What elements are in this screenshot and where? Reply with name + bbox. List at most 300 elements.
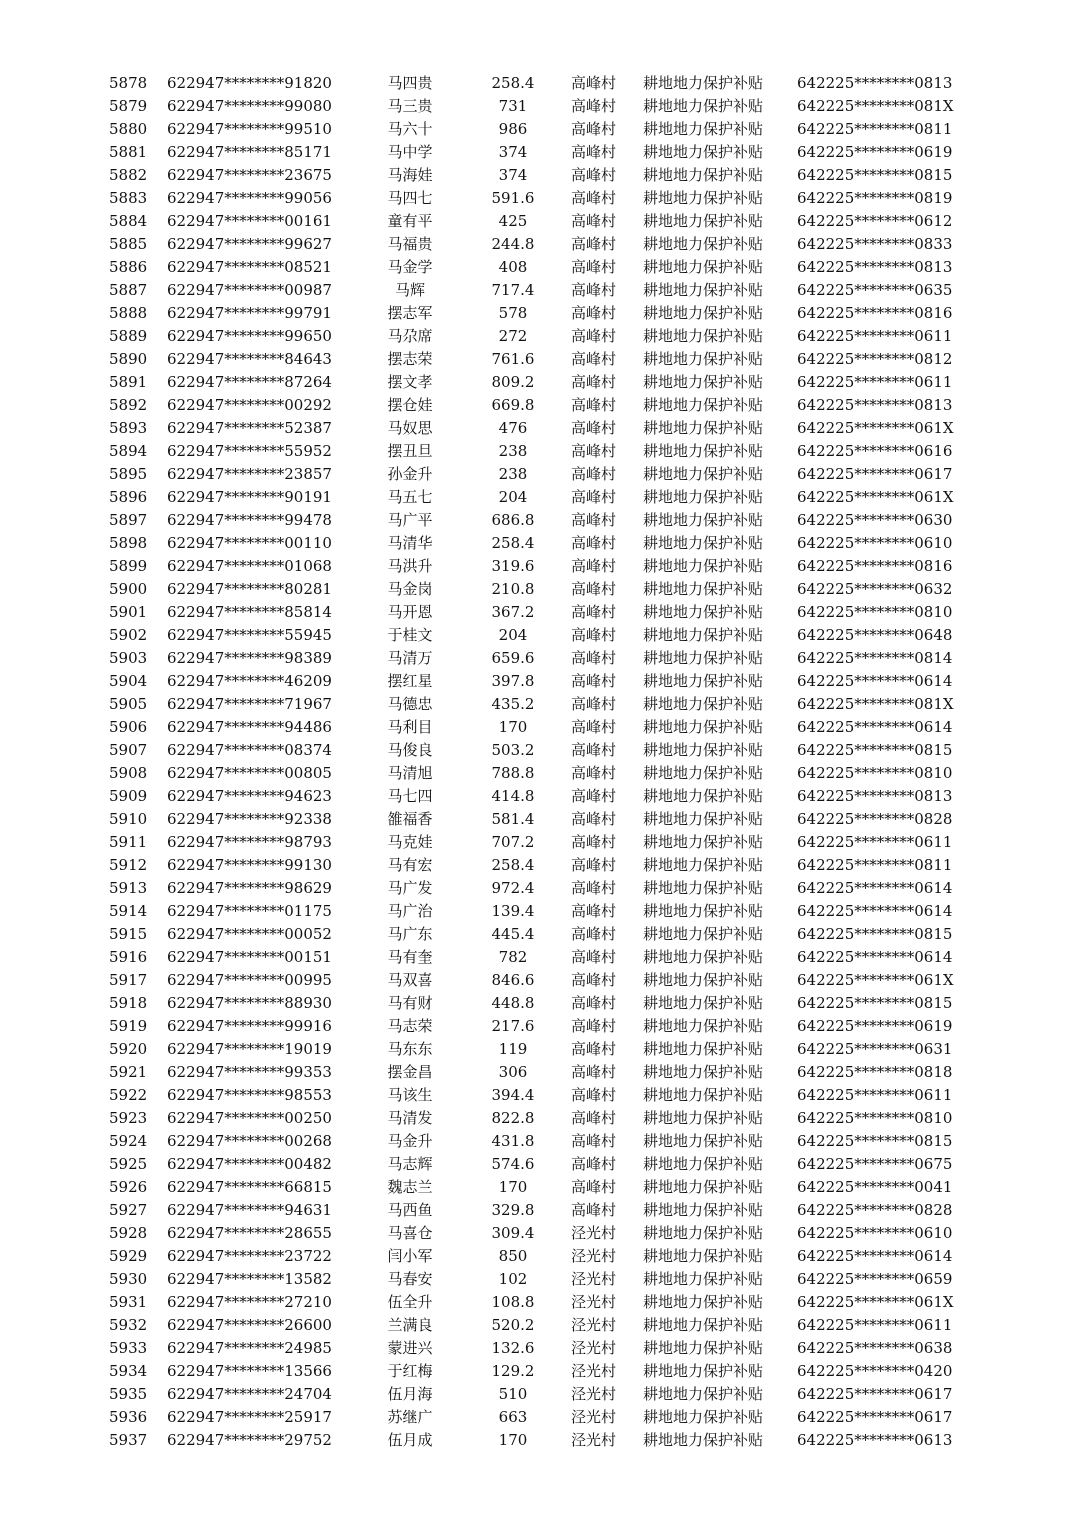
table-row	[0, 256, 1074, 279]
table-row	[0, 187, 1074, 210]
id-number: 642225********0811	[797, 120, 953, 138]
recipient-name: 摆丑旦	[387, 442, 433, 460]
village: 高峰村	[571, 327, 617, 345]
village: 泾光村	[571, 1408, 617, 1426]
subsidy-amount: 591.6	[491, 189, 535, 207]
id-number: 642225********0041	[797, 1178, 953, 1196]
subsidy-amount: 238	[498, 465, 528, 483]
recipient-name: 伍全升	[387, 1293, 433, 1311]
village: 高峰村	[571, 741, 617, 759]
subsidy-type: 耕地地力保护补贴	[643, 212, 764, 230]
subsidy-amount: 129.2	[491, 1362, 535, 1380]
row-number: 5916	[109, 948, 148, 966]
account-number: 622947********71967	[167, 695, 332, 713]
id-number: 642225********0614	[797, 718, 953, 736]
subsidy-amount: 520.2	[491, 1316, 535, 1334]
table-row	[0, 923, 1074, 946]
subsidy-type: 耕地地力保护补贴	[643, 695, 764, 713]
row-number: 5917	[109, 971, 148, 989]
account-number: 622947********01175	[167, 902, 332, 920]
subsidy-type: 耕地地力保护补贴	[643, 120, 764, 138]
recipient-name: 马洪升	[387, 557, 433, 575]
row-number: 5935	[109, 1385, 148, 1403]
table-row	[0, 1130, 1074, 1153]
recipient-name: 马中学	[387, 143, 433, 161]
recipient-name: 摆金昌	[387, 1063, 433, 1081]
row-number: 5906	[109, 718, 148, 736]
account-number: 622947********08374	[167, 741, 332, 759]
subsidy-amount: 306	[498, 1063, 528, 1081]
id-number: 642225********0619	[797, 1017, 953, 1035]
table-row	[0, 1199, 1074, 1222]
subsidy-amount: 731	[498, 97, 528, 115]
subsidy-amount: 850	[498, 1247, 528, 1265]
row-number: 5893	[109, 419, 148, 437]
village: 高峰村	[571, 396, 617, 414]
row-number: 5920	[109, 1040, 148, 1058]
subsidy-amount: 319.6	[491, 557, 535, 575]
id-number: 642225********0611	[797, 327, 953, 345]
row-number: 5903	[109, 649, 148, 667]
row-number: 5878	[109, 74, 148, 92]
id-number: 642225********0816	[797, 304, 953, 322]
recipient-name: 于红梅	[387, 1362, 433, 1380]
recipient-name: 马五七	[387, 488, 433, 506]
row-number: 5904	[109, 672, 148, 690]
account-number: 622947********66815	[167, 1178, 332, 1196]
row-number: 5910	[109, 810, 148, 828]
subsidy-type: 耕地地力保护补贴	[643, 465, 764, 483]
subsidy-amount: 374	[498, 143, 528, 161]
recipient-name: 马双喜	[387, 971, 433, 989]
row-number: 5933	[109, 1339, 148, 1357]
row-number: 5926	[109, 1178, 148, 1196]
table-row	[0, 118, 1074, 141]
village: 高峰村	[571, 626, 617, 644]
recipient-name: 马辉	[394, 281, 425, 299]
subsidy-type: 耕地地力保护补贴	[643, 1201, 764, 1219]
subsidy-amount: 272	[498, 327, 528, 345]
village: 高峰村	[571, 120, 617, 138]
recipient-name: 马志辉	[387, 1155, 433, 1173]
row-number: 5895	[109, 465, 148, 483]
id-number: 642225********061X	[797, 1293, 954, 1311]
recipient-name: 马清旭	[387, 764, 433, 782]
table-row	[0, 946, 1074, 969]
row-number: 5897	[109, 511, 148, 529]
row-number: 5934	[109, 1362, 148, 1380]
table-row	[0, 210, 1074, 233]
subsidy-amount: 139.4	[491, 902, 535, 920]
subsidy-type: 耕地地力保护补贴	[643, 649, 764, 667]
id-number: 642225********0616	[797, 442, 953, 460]
subsidy-type: 耕地地力保护补贴	[643, 718, 764, 736]
recipient-name: 摆文孝	[387, 373, 433, 391]
account-number: 622947********00052	[167, 925, 332, 943]
id-number: 642225********0675	[797, 1155, 953, 1173]
subsidy-type: 耕地地力保护补贴	[643, 1017, 764, 1035]
village: 泾光村	[571, 1293, 617, 1311]
village: 高峰村	[571, 281, 617, 299]
subsidy-type: 耕地地力保护补贴	[643, 1247, 764, 1265]
village: 泾光村	[571, 1270, 617, 1288]
table-row	[0, 854, 1074, 877]
table-row	[0, 762, 1074, 785]
village: 高峰村	[571, 718, 617, 736]
table-row	[0, 900, 1074, 923]
recipient-name: 马广东	[387, 925, 433, 943]
account-number: 622947********99510	[167, 120, 332, 138]
recipient-name: 马俊良	[387, 741, 433, 759]
account-number: 622947********19019	[167, 1040, 332, 1058]
id-number: 642225********0815	[797, 166, 953, 184]
id-number: 642225********0828	[797, 1201, 953, 1219]
recipient-name: 马清华	[387, 534, 433, 552]
account-number: 622947********52387	[167, 419, 332, 437]
id-number: 642225********0816	[797, 557, 953, 575]
id-number: 642225********0610	[797, 534, 953, 552]
recipient-name: 摆仓娃	[387, 396, 433, 414]
subsidy-type: 耕地地力保护补贴	[643, 488, 764, 506]
subsidy-type: 耕地地力保护补贴	[643, 74, 764, 92]
recipient-name: 摆志军	[387, 304, 433, 322]
village: 高峰村	[571, 1155, 617, 1173]
subsidy-type: 耕地地力保护补贴	[643, 1316, 764, 1334]
id-number: 642225********0813	[797, 787, 953, 805]
id-number: 642225********081X	[797, 97, 954, 115]
id-number: 642225********0613	[797, 1431, 953, 1449]
subsidy-amount: 761.6	[491, 350, 535, 368]
village: 高峰村	[571, 189, 617, 207]
row-number: 5887	[109, 281, 148, 299]
account-number: 622947********55952	[167, 442, 332, 460]
table-row	[0, 463, 1074, 486]
account-number: 622947********99478	[167, 511, 332, 529]
village: 泾光村	[571, 1316, 617, 1334]
row-number: 5919	[109, 1017, 148, 1035]
subsidy-type: 耕地地力保护补贴	[643, 442, 764, 460]
subsidy-type: 耕地地力保护补贴	[643, 304, 764, 322]
row-number: 5886	[109, 258, 148, 276]
table-row	[0, 417, 1074, 440]
row-number: 5905	[109, 695, 148, 713]
table-row	[0, 1038, 1074, 1061]
village: 高峰村	[571, 672, 617, 690]
village: 高峰村	[571, 1063, 617, 1081]
id-number: 642225********061X	[797, 419, 954, 437]
table-row	[0, 1222, 1074, 1245]
row-number: 5896	[109, 488, 148, 506]
row-number: 5885	[109, 235, 148, 253]
id-number: 642225********0815	[797, 925, 953, 943]
subsidy-amount: 822.8	[491, 1109, 535, 1127]
table-row	[0, 647, 1074, 670]
subsidy-table	[0, 72, 1074, 1452]
account-number: 622947********99791	[167, 304, 332, 322]
subsidy-amount: 244.8	[491, 235, 535, 253]
account-number: 622947********00805	[167, 764, 332, 782]
subsidy-type: 耕地地力保护补贴	[643, 1224, 764, 1242]
subsidy-amount: 503.2	[491, 741, 535, 759]
recipient-name: 闫小军	[387, 1247, 433, 1265]
id-number: 642225********0617	[797, 1385, 953, 1403]
village: 高峰村	[571, 442, 617, 460]
id-number: 642225********0828	[797, 810, 953, 828]
row-number: 5931	[109, 1293, 148, 1311]
account-number: 622947********00987	[167, 281, 332, 299]
subsidy-amount: 108.8	[491, 1293, 535, 1311]
table-row	[0, 1337, 1074, 1360]
id-number: 642225********0659	[797, 1270, 953, 1288]
id-number: 642225********0813	[797, 74, 953, 92]
row-number: 5914	[109, 902, 148, 920]
subsidy-type: 耕地地力保护补贴	[643, 1132, 764, 1150]
recipient-name: 马六十	[387, 120, 433, 138]
recipient-name: 苏继广	[387, 1408, 433, 1426]
row-number: 5892	[109, 396, 148, 414]
table-row	[0, 739, 1074, 762]
subsidy-amount: 717.4	[491, 281, 535, 299]
recipient-name: 伍月成	[387, 1431, 433, 1449]
row-number: 5884	[109, 212, 148, 230]
table-row	[0, 877, 1074, 900]
row-number: 5899	[109, 557, 148, 575]
id-number: 642225********0815	[797, 1132, 953, 1150]
id-number: 642225********0648	[797, 626, 953, 644]
subsidy-type: 耕地地力保护补贴	[643, 166, 764, 184]
subsidy-amount: 663	[498, 1408, 528, 1426]
table-row	[0, 1015, 1074, 1038]
table-row	[0, 141, 1074, 164]
table-row	[0, 72, 1074, 95]
village: 高峰村	[571, 97, 617, 115]
village: 高峰村	[571, 879, 617, 897]
id-number: 642225********061X	[797, 971, 954, 989]
table-row	[0, 670, 1074, 693]
row-number: 5907	[109, 741, 148, 759]
subsidy-amount: 119	[498, 1040, 528, 1058]
row-number: 5911	[109, 833, 148, 851]
id-number: 642225********0614	[797, 948, 953, 966]
table-row	[0, 716, 1074, 739]
table-row	[0, 325, 1074, 348]
subsidy-type: 耕地地力保护补贴	[643, 1362, 764, 1380]
subsidy-type: 耕地地力保护补贴	[643, 1155, 764, 1173]
subsidy-amount: 397.8	[491, 672, 535, 690]
village: 泾光村	[571, 1431, 617, 1449]
account-number: 622947********24704	[167, 1385, 332, 1403]
subsidy-amount: 258.4	[491, 856, 535, 874]
village: 高峰村	[571, 1040, 617, 1058]
village: 高峰村	[571, 511, 617, 529]
subsidy-type: 耕地地力保护补贴	[643, 419, 764, 437]
subsidy-type: 耕地地力保护补贴	[643, 810, 764, 828]
village: 高峰村	[571, 856, 617, 874]
subsidy-amount: 258.4	[491, 534, 535, 552]
village: 泾光村	[571, 1385, 617, 1403]
recipient-name: 魏志兰	[387, 1178, 433, 1196]
id-number: 642225********0815	[797, 994, 953, 1012]
id-number: 642225********0614	[797, 902, 953, 920]
account-number: 622947********99080	[167, 97, 332, 115]
row-number: 5894	[109, 442, 148, 460]
recipient-name: 摆志荣	[387, 350, 433, 368]
id-number: 642225********0819	[797, 189, 953, 207]
village: 高峰村	[571, 350, 617, 368]
subsidy-amount: 431.8	[491, 1132, 535, 1150]
village: 高峰村	[571, 603, 617, 621]
table-row	[0, 1107, 1074, 1130]
table-row	[0, 1176, 1074, 1199]
village: 高峰村	[571, 1178, 617, 1196]
village: 高峰村	[571, 925, 617, 943]
subsidy-amount: 574.6	[491, 1155, 535, 1173]
subsidy-amount: 448.8	[491, 994, 535, 1012]
recipient-name: 马海娃	[387, 166, 433, 184]
row-number: 5888	[109, 304, 148, 322]
row-number: 5927	[109, 1201, 148, 1219]
subsidy-type: 耕地地力保护补贴	[643, 902, 764, 920]
account-number: 622947********99130	[167, 856, 332, 874]
table-row	[0, 279, 1074, 302]
row-number: 5929	[109, 1247, 148, 1265]
subsidy-type: 耕地地力保护补贴	[643, 994, 764, 1012]
subsidy-type: 耕地地力保护补贴	[643, 764, 764, 782]
account-number: 622947********25917	[167, 1408, 332, 1426]
account-number: 622947********90191	[167, 488, 332, 506]
id-number: 642225********0611	[797, 373, 953, 391]
account-number: 622947********23675	[167, 166, 332, 184]
id-number: 642225********0617	[797, 1408, 953, 1426]
id-number: 642225********081X	[797, 695, 954, 713]
subsidy-amount: 707.2	[491, 833, 535, 851]
account-number: 622947********84643	[167, 350, 332, 368]
village: 高峰村	[571, 304, 617, 322]
village: 高峰村	[571, 833, 617, 851]
id-number: 642225********0610	[797, 1224, 953, 1242]
subsidy-type: 耕地地力保护补贴	[643, 580, 764, 598]
recipient-name: 马志荣	[387, 1017, 433, 1035]
village: 高峰村	[571, 419, 617, 437]
account-number: 622947********00151	[167, 948, 332, 966]
subsidy-amount: 986	[498, 120, 528, 138]
village: 高峰村	[571, 465, 617, 483]
row-number: 5923	[109, 1109, 148, 1127]
id-number: 642225********0611	[797, 1086, 953, 1104]
subsidy-type: 耕地地力保护补贴	[643, 1178, 764, 1196]
table-row	[0, 394, 1074, 417]
id-number: 642225********0614	[797, 672, 953, 690]
village: 泾光村	[571, 1362, 617, 1380]
account-number: 622947********98389	[167, 649, 332, 667]
village: 高峰村	[571, 373, 617, 391]
village: 高峰村	[571, 534, 617, 552]
subsidy-type: 耕地地力保护补贴	[643, 1431, 764, 1449]
subsidy-amount: 669.8	[491, 396, 535, 414]
table-row	[0, 348, 1074, 371]
account-number: 622947********92338	[167, 810, 332, 828]
account-number: 622947********26600	[167, 1316, 332, 1334]
table-row	[0, 693, 1074, 716]
row-number: 5880	[109, 120, 148, 138]
subsidy-amount: 210.8	[491, 580, 535, 598]
table-row	[0, 555, 1074, 578]
account-number: 622947********99916	[167, 1017, 332, 1035]
village: 高峰村	[571, 166, 617, 184]
recipient-name: 马开恩	[387, 603, 433, 621]
village: 高峰村	[571, 764, 617, 782]
subsidy-type: 耕地地力保护补贴	[643, 626, 764, 644]
subsidy-amount: 686.8	[491, 511, 535, 529]
subsidy-amount: 204	[498, 626, 528, 644]
recipient-name: 蒙进兴	[387, 1339, 433, 1357]
recipient-name: 马春安	[387, 1270, 433, 1288]
account-number: 622947********55945	[167, 626, 332, 644]
account-number: 622947********99650	[167, 327, 332, 345]
table-row	[0, 785, 1074, 808]
table-row	[0, 1245, 1074, 1268]
recipient-name: 马西鱼	[387, 1201, 433, 1219]
table-row	[0, 1383, 1074, 1406]
table-row	[0, 1429, 1074, 1452]
subsidy-type: 耕地地力保护补贴	[643, 189, 764, 207]
table-row	[0, 164, 1074, 187]
id-number: 642225********0619	[797, 143, 953, 161]
village: 泾光村	[571, 1224, 617, 1242]
subsidy-amount: 217.6	[491, 1017, 535, 1035]
table-row	[0, 532, 1074, 555]
id-number: 642225********0810	[797, 603, 953, 621]
village: 高峰村	[571, 695, 617, 713]
account-number: 622947********99056	[167, 189, 332, 207]
id-number: 642225********0638	[797, 1339, 953, 1357]
subsidy-type: 耕地地力保护补贴	[643, 787, 764, 805]
subsidy-type: 耕地地力保护补贴	[643, 1385, 764, 1403]
village: 高峰村	[571, 971, 617, 989]
village: 高峰村	[571, 1201, 617, 1219]
table-row	[0, 371, 1074, 394]
subsidy-type: 耕地地力保护补贴	[643, 1339, 764, 1357]
recipient-name: 马三贵	[387, 97, 433, 115]
subsidy-amount: 659.6	[491, 649, 535, 667]
table-row	[0, 624, 1074, 647]
subsidy-amount: 408	[498, 258, 528, 276]
table-row	[0, 302, 1074, 325]
subsidy-type: 耕地地力保护补贴	[643, 1408, 764, 1426]
id-number: 642225********0611	[797, 833, 953, 851]
table-row	[0, 1314, 1074, 1337]
table-row	[0, 486, 1074, 509]
subsidy-amount: 809.2	[491, 373, 535, 391]
table-row	[0, 1291, 1074, 1314]
recipient-name: 马德忠	[387, 695, 433, 713]
subsidy-type: 耕地地力保护补贴	[643, 327, 764, 345]
subsidy-amount: 846.6	[491, 971, 535, 989]
table-row	[0, 440, 1074, 463]
id-number: 642225********061X	[797, 488, 954, 506]
subsidy-amount: 329.8	[491, 1201, 535, 1219]
subsidy-amount: 102	[498, 1270, 528, 1288]
village: 高峰村	[571, 787, 617, 805]
recipient-name: 马利目	[387, 718, 433, 736]
account-number: 622947********00161	[167, 212, 332, 230]
village: 高峰村	[571, 143, 617, 161]
recipient-name: 马清发	[387, 1109, 433, 1127]
recipient-name: 马有奎	[387, 948, 433, 966]
account-number: 622947********85814	[167, 603, 332, 621]
id-number: 642225********0810	[797, 764, 953, 782]
id-number: 642225********0614	[797, 1247, 953, 1265]
